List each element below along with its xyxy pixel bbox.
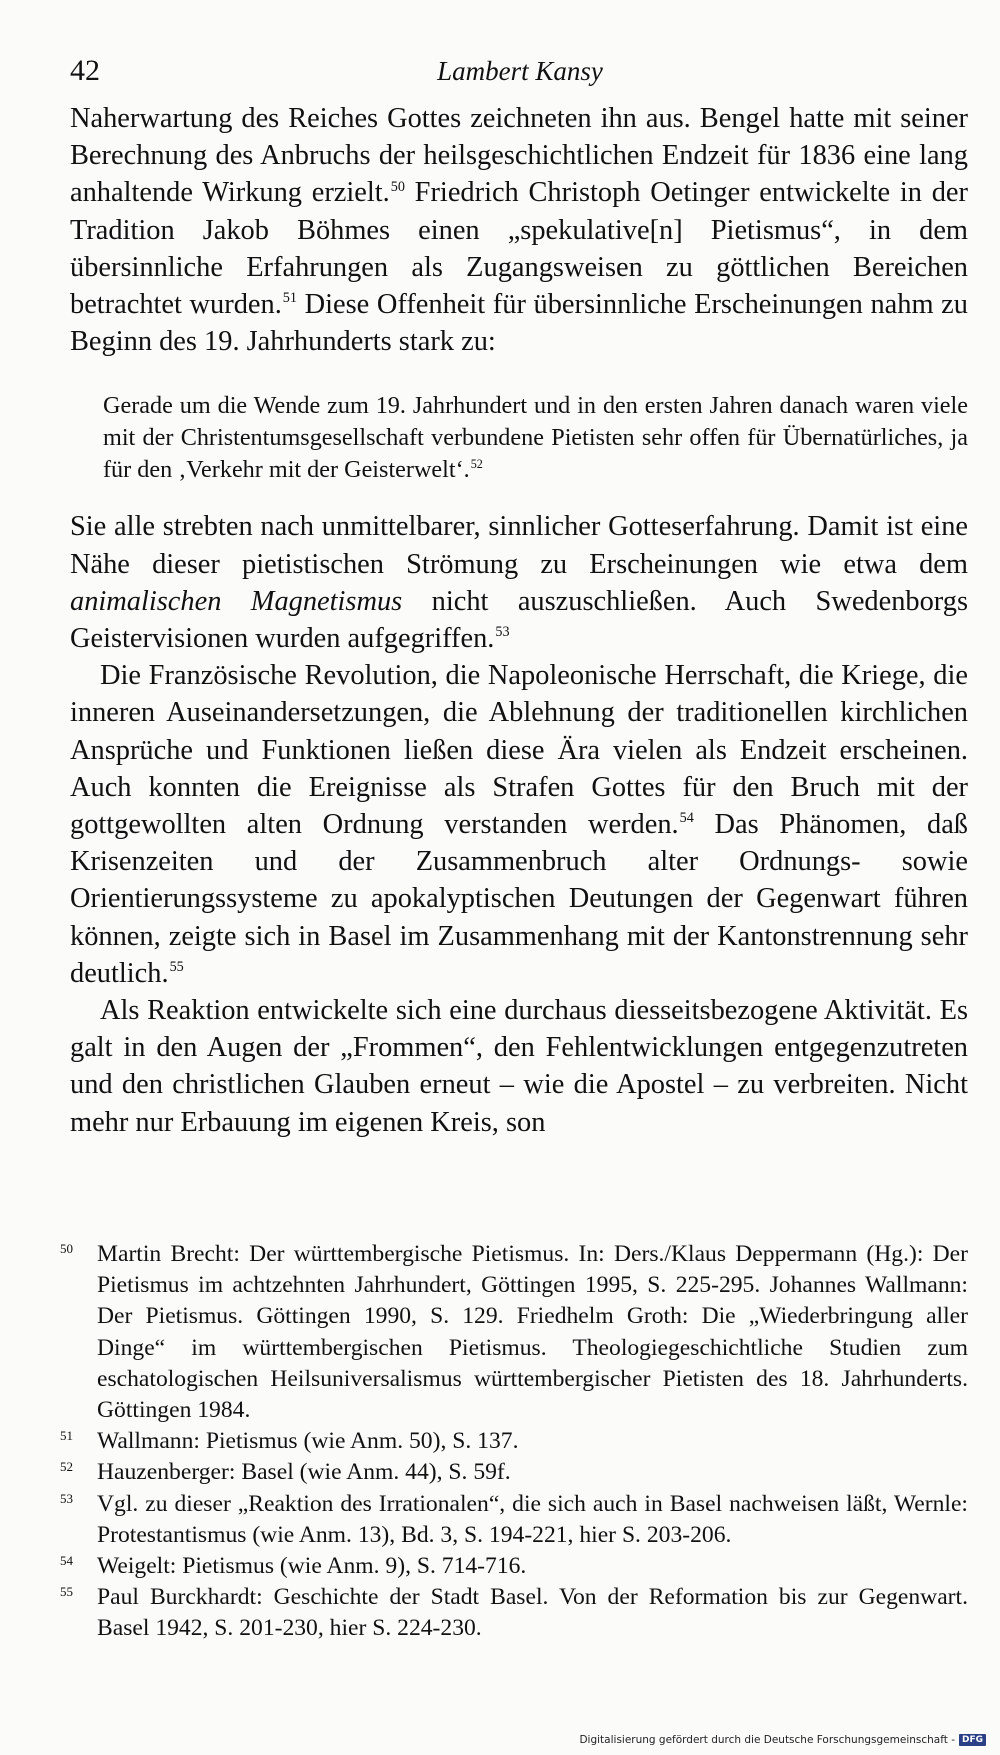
footnote-number: 55 bbox=[60, 1584, 73, 1600]
footnote-ref-52[interactable]: 52 bbox=[470, 457, 483, 472]
running-head: Lambert Kansy bbox=[437, 56, 603, 86]
page-number: 42 bbox=[70, 54, 100, 87]
footnote-number: 54 bbox=[60, 1553, 73, 1569]
credit-text: Digitalisierung gefördert durch die Deutsche Forschungsgemeinschaft - bbox=[579, 1734, 955, 1746]
paragraph-text: Das Phänomen, daß Krisenzeiten und der Zusammenbruch alter Ordnungs- sowie Orientierungssysteme zu apokalyptischen Deutungen der Gegenwart führen können, zeigte sich in Basel im Zusammenhang mit der Kantonstrennung sehr deutlich. bbox=[70, 809, 968, 989]
paragraph-text: Sie alle strebten nach unmittelbarer, sinnlicher Gotteserfahrung. Damit ist eine Nähe dieser pietistischen Strömung zu Erscheinungen wie etwa dem bbox=[70, 511, 968, 580]
page-header bbox=[70, 54, 970, 94]
footnote-text: Paul Burckhardt: Geschichte der Stadt Basel. Von der Reformation bis zur Gegenwart. Basel 1942, S. 201-230, hier S. 224-230. bbox=[97, 1584, 968, 1642]
quote-text: Gerade um die Wende zum 19. Jahrhundert und in den ersten Jahren danach waren viele mit der Christentumsgesellschaft verbundene Pietisten sehr offen für Übernatürliches, ja für den ‚Verkehr mit der Geisterwelt‘. bbox=[103, 392, 968, 484]
footnote-ref-50[interactable]: 50 bbox=[390, 178, 405, 195]
footnote-51 bbox=[60, 1426, 968, 1457]
paragraph-1 bbox=[70, 100, 968, 360]
footnote-52 bbox=[60, 1457, 968, 1488]
footnote-55 bbox=[60, 1582, 968, 1644]
block-quote bbox=[103, 390, 968, 486]
footnote-number: 52 bbox=[60, 1459, 73, 1475]
footnote-54 bbox=[60, 1551, 968, 1582]
footnote-53 bbox=[60, 1489, 968, 1551]
footnote-text: Vgl. zu dieser „Reaktion des Irrationalen“, die sich auch in Basel nachweisen läßt, Wernle: Protestantismus (wie Anm. 13), Bd. 3, S. 194-221, hier S. 203-206. bbox=[97, 1490, 968, 1548]
paragraph-3 bbox=[70, 657, 968, 992]
footnote-text: Hauzenberger: Basel (wie Anm. 44), S. 59f. bbox=[97, 1459, 511, 1486]
footnote-text: Martin Brecht: Der württembergische Pietismus. In: Ders./Klaus Deppermann (Hg.): Der Pietismus im achtzehnten Jahrhundert, Göttingen 1995, S. 225-295. Johannes Wallmann: Der Pietismus. Göttingen 1990, S. 129. Friedhelm Groth: Die „Wiederbringung aller Dinge“ im württembergischen Pietismus. Theologiegeschichtliche Studien zum eschatologischen Heilsuniversalismus württembergischer Pietisten des 18. Jahrhunderts. Göttingen 1984. bbox=[97, 1241, 968, 1424]
footnote-ref-55[interactable]: 55 bbox=[169, 959, 184, 976]
paragraph-text: Diese Offenheit für übersinnliche Erscheinungen nahm zu Beginn des 19. Jahrhunderts stark zu: bbox=[70, 289, 968, 358]
dfg-logo: DFG bbox=[959, 1734, 986, 1746]
paragraph-text: Die Französische Revolution, die Napoleonische Herrschaft, die Kriege, die inneren Auseinandersetzungen, die Ablehnung der traditionellen kirchlichen Ansprüche und Funktionen ließen diese Ära vielen als Endzeit erscheinen. Auch konnten die Ereignisse als Strafen Gottes für den Bruch mit der gottgewollten alten Ordnung verstanden werden. bbox=[70, 660, 968, 841]
paragraph-2 bbox=[70, 508, 968, 657]
footnote-50 bbox=[60, 1239, 968, 1426]
footnote-number: 50 bbox=[60, 1241, 73, 1256]
footnote-text: Weigelt: Pietismus (wie Anm. 9), S. 714-716. bbox=[97, 1553, 527, 1580]
footnote-ref-53[interactable]: 53 bbox=[495, 624, 510, 641]
footnote-number: 53 bbox=[60, 1490, 73, 1506]
paragraph-text: Naherwartung des Reiches Gottes zeichneten ihn aus. Bengel hatte mit seiner Berechnung des Anbruchs der heilsgeschichtlichen Endzeit für 1836 eine lang anhaltende Wirkung erzielt. bbox=[70, 103, 968, 209]
footnote-ref-54[interactable]: 54 bbox=[679, 810, 694, 827]
footnote-text: Wallmann: Pietismus (wie Anm. 50), S. 137. bbox=[97, 1428, 519, 1455]
paragraph-4: Als Reaktion entwickelte sich eine durchaus diesseitsbezogene Aktivität. Es galt in den Augen der „Frommen“, den Fehlentwicklungen entgegenzutreten und den christlichen Glauben erneut – wie die Apostel – zu verbreiten. Nicht mehr nur Erbauung im eigenen Kreis, son bbox=[70, 995, 968, 1138]
footnote-number: 51 bbox=[60, 1428, 73, 1444]
italic-term: animalischen Magnetismus bbox=[70, 585, 403, 617]
digitization-credit bbox=[579, 1734, 986, 1746]
body-text bbox=[70, 100, 968, 1141]
footnotes bbox=[60, 1239, 968, 1645]
paragraph-text: nicht auszuschließen. Auch Swedenborgs Geistervisionen wurden aufgegriffen. bbox=[70, 585, 968, 655]
footnote-ref-51[interactable]: 51 bbox=[282, 290, 297, 307]
paragraph-text: Friedrich Christoph Oetinger entwickelte in der Tradition Jakob Böhmes einen „spekulative[n] Pietismus“, in dem übersinnliche Erfahrungen als Zugangsweisen zu göttlichen Bereichen betrachtet wurden. bbox=[70, 177, 968, 321]
